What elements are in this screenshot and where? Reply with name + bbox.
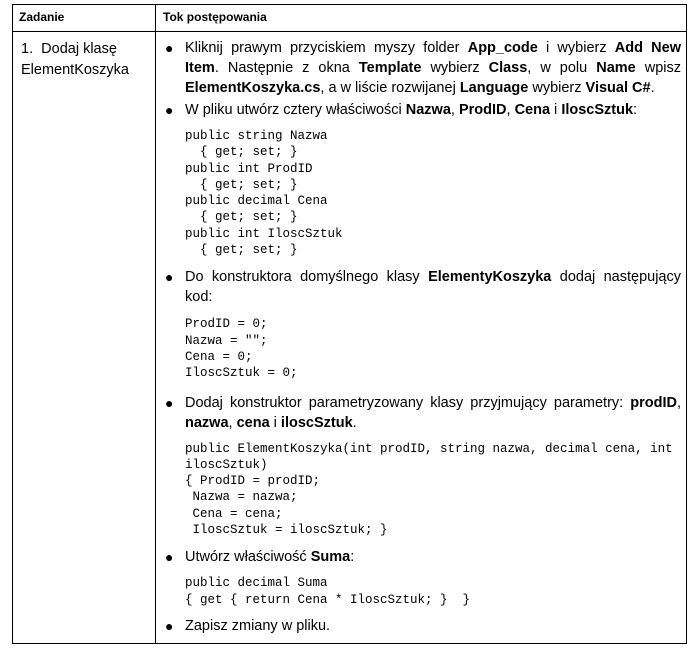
table-header-row (13, 5, 686, 32)
step-2-text: , (506, 102, 515, 118)
step-5-text: Utwórz właściwość (185, 549, 311, 566)
task-cell (21, 39, 149, 81)
bullet-icon: ● (165, 40, 174, 56)
step-1-text: , a w liście rozwijanej (320, 80, 460, 96)
step-2-text: : (633, 102, 638, 118)
step-3-text: dodaj następujący kod: (185, 269, 681, 306)
step-1-text: wpisz (635, 60, 681, 76)
step-1-bold: Class (488, 60, 528, 76)
step-1-bold: Visual C# (585, 80, 651, 96)
step-5-bold: Suma (310, 549, 351, 566)
step-3-bold: ElementyKoszyka (428, 269, 552, 286)
step-1-bold: App_code (467, 40, 538, 56)
bullet-icon: ● (165, 269, 174, 286)
step-1-bold: ElementKoszyka.cs (185, 80, 321, 96)
step-1-text: wybierz (528, 80, 586, 96)
step-4-text: i (269, 414, 281, 431)
procedure-cell (163, 38, 681, 636)
step-1-text: . Następnie z okna (214, 60, 359, 76)
step-2-bold: Cena (514, 102, 551, 118)
step-4-text: , (676, 394, 681, 411)
step-5 (163, 547, 681, 567)
step-4-bold: iloscSztuk (280, 414, 353, 431)
code-block-suma: public decimal Suma { get { return Cena * IloscSztuk; } } (185, 576, 471, 607)
step-2-text: , (450, 102, 459, 118)
step-2-bold: ProdID (458, 102, 507, 118)
header-tok-postepowania: Tok postępowania (163, 10, 267, 24)
step-3 (163, 267, 681, 307)
bullet-icon: ● (165, 617, 174, 634)
step-2-bold: Nazwa (405, 102, 451, 118)
step-5-text: : (350, 549, 355, 566)
step-1-text: . (650, 80, 655, 96)
step-6 (163, 616, 681, 636)
code-block-properties: public string Nazwa { get; set; } public int ProdID { get; set; } public decimal Cena { get; set; } public int IloscSztuk { get; set; } (185, 129, 343, 258)
step-2-bold: IloscSztuk (561, 102, 634, 118)
step-2 (163, 100, 681, 120)
step-1-bold: Template (358, 60, 422, 76)
step-1-bold: Name (596, 60, 636, 76)
step-2-text: i (550, 102, 562, 118)
step-4-text: Dodaj konstruktor parametryzowany klasy przyjmujący parametry: (185, 394, 631, 411)
step-2-text: W pliku utwórz cztery właściwości (185, 102, 406, 118)
task-title-part2: ElementKoszyka (21, 62, 129, 78)
step-6-text: Zapisz zmiany w pliku. (185, 617, 331, 634)
step-1-text: , w polu (527, 60, 597, 76)
step-4-bold: prodID (630, 394, 677, 411)
code-block-param-constructor: public ElementKoszyka(int prodID, string nazwa, decimal cena, int iloscSztuk) { ProdID = prodID; Nazwa = nazwa; Cena = cena; IloscSztuk = iloscSztuk; } (185, 441, 673, 538)
step-4 (163, 393, 681, 433)
task-title-line1 (21, 39, 149, 60)
step-4-bold: nazwa (185, 414, 229, 431)
code-block-default-constructor: ProdID = 0; Nazwa = ""; Cena = 0; IloscSztuk = 0; (185, 317, 298, 381)
bullet-icon: ● (165, 394, 174, 411)
column-divider (155, 5, 156, 643)
step-1-text: i wybierz (537, 40, 615, 56)
step-4-text: . (352, 414, 357, 431)
bullet-icon: ● (165, 102, 174, 118)
step-4-text: , (228, 414, 237, 431)
step-1-text: Kliknij prawym przyciskiem myszy folder (185, 40, 468, 56)
step-1-bold: Language (459, 80, 529, 96)
step-4-bold: cena (236, 414, 270, 431)
task-title-part1: Dodaj klasę (41, 41, 117, 57)
task-number: 1. (21, 41, 34, 57)
bullet-icon: ● (165, 549, 174, 566)
step-1 (163, 38, 681, 98)
instruction-table (12, 4, 687, 644)
step-3-text: Do konstruktora domyślnego klasy (185, 269, 429, 286)
header-zadanie: Zadanie (19, 10, 65, 24)
step-1-text: wybierz (421, 60, 489, 76)
step-1-bold: Add New Item (185, 40, 681, 76)
